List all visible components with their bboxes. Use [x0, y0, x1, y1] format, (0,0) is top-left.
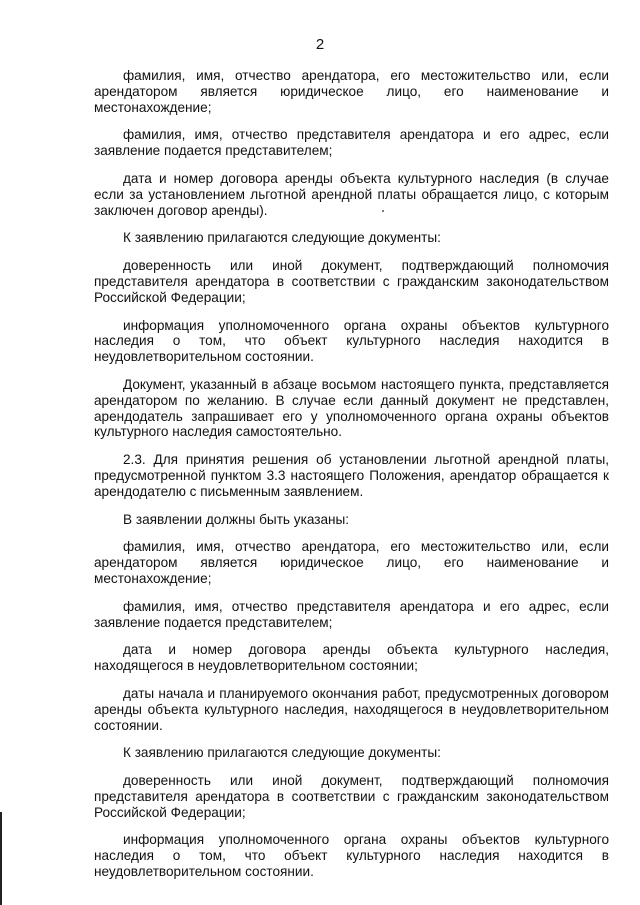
paragraph-2: фамилия, имя, отчество представителя арендатора и его адрес, если заявление подается представителем;: [94, 127, 609, 159]
paragraph-12: дата и номер договора аренды объекта культурного наследия, находящегося в неудовлетворительном состоянии;: [94, 642, 609, 674]
paragraph-13: даты начала и планируемого окончания работ, предусмотренных договором аренды объекта культурного наследия, находящегося в неудовлетворительном состоянии.: [94, 685, 609, 733]
paragraph-8: 2.3. Для принятия решения об установлении льготной арендной платы, предусмотренной пунктом 3.3 настоящего Положения, арендатор обращается к арендодателю с письменным заявлением.: [94, 452, 609, 499]
paragraph-15: доверенность или иной документ, подтверждающий полномочия представителя арендатора в соответствии с гражданским законодательством Российской Федерации;: [94, 773, 609, 820]
document-body: [94, 68, 609, 892]
paragraph-9: В заявлении должны быть указаны:: [123, 511, 350, 527]
scan-edge-mark: [0, 812, 2, 905]
paragraph-1: фамилия, имя, отчество арендатора, его местожительство или, если арендатором является юридическое лицо, его наименование и местонахождение;: [94, 68, 609, 115]
paragraph-6: информация уполномоченного органа охраны объектов культурного наследия о том, что объект культурного наследия находится в неудовлетворительном состоянии.: [94, 317, 609, 365]
page-number: 2: [315, 36, 325, 53]
paragraph-10: фамилия, имя, отчество арендатора, его местожительство или, если арендатором является юридическое лицо, его наименование и местонахождение;: [94, 539, 609, 586]
paragraph-11: фамилия, имя, отчество представителя арендатора и его адрес, если заявление подается представителем;: [94, 598, 609, 630]
paragraph-5: доверенность или иной документ, подтверждающий полномочия представителя арендатора в соответствии с гражданским законодательством Российской Федерации;: [94, 258, 609, 305]
scan-speck: [382, 210, 384, 212]
paragraph-14: К заявлению прилагаются следующие документы:: [123, 745, 441, 761]
paragraph-3: дата и номер договора аренды объекта культурного наследия (в случае если за установлением льготной арендной платы обращается лицо, с которым заключен договор аренды).: [94, 170, 609, 218]
paragraph-7: Документ, указанный в абзаце восьмом настоящего пункта, представляется арендатором по желанию. В случае если данный документ не представлен, арендодатель запрашивает его у уполномоченного органа охраны объектов культурного наследия самостоятельно.: [94, 376, 609, 440]
paragraph-16: информация уполномоченного органа охраны объектов культурного наследия о том, что объект культурного наследия находится в неудовлетворительном состоянии.: [94, 832, 609, 880]
paragraph-4: К заявлению прилагаются следующие документы:: [123, 230, 441, 246]
